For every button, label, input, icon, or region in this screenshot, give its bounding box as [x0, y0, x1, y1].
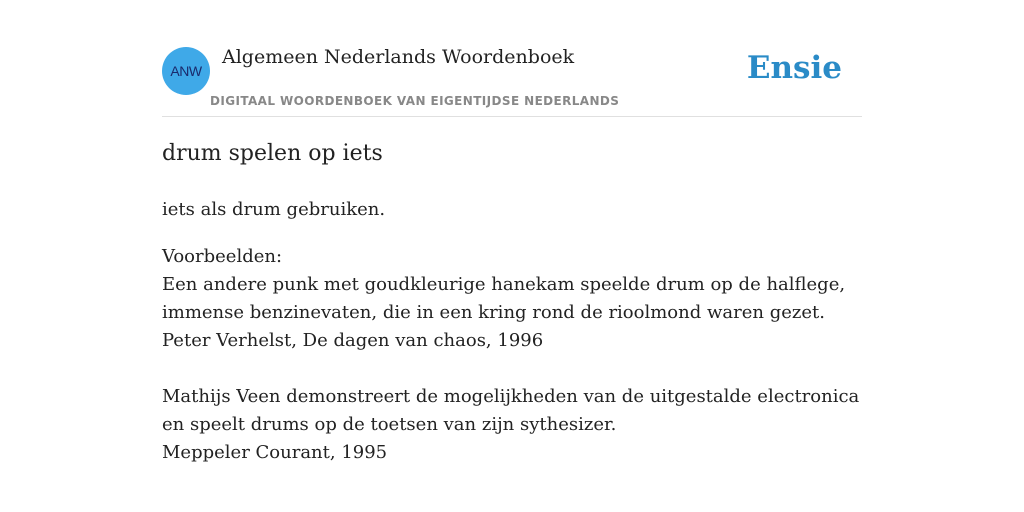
anw-logo[interactable] [162, 47, 210, 95]
site-header [162, 40, 862, 117]
ensie-brand-logo[interactable]: Ensie [746, 50, 842, 86]
example-text: Een andere punk met goudkleurige hanekam speelde drum op de halflege, immense benzinevaten, die in een kring rond de rioolmond waren gezet. [162, 274, 846, 323]
entry-headword: drum spelen op iets [162, 141, 383, 166]
entry-content [162, 138, 862, 495]
anw-logo-text: ANW [170, 63, 202, 79]
site-title[interactable]: Algemeen Nederlands Woordenboek [222, 46, 575, 68]
example-text: Mathijs Veen demonstreert de mogelijkheden van de uitgestalde electronica en speelt drums op de toetsen van zijn sythesizer. [162, 386, 860, 435]
example-source: Meppeler Courant, 1995 [162, 442, 388, 463]
examples-label: Voorbeelden: [162, 246, 283, 267]
example-item [162, 271, 862, 355]
entry-definition: iets als drum gebruiken. [162, 199, 386, 220]
example-item [162, 383, 862, 467]
example-source: Peter Verhelst, De dagen van chaos, 1996 [162, 330, 544, 351]
site-subtitle: DIGITAAL WOORDENBOEK VAN EIGENTIJDSE NEDERLANDS [210, 94, 620, 108]
